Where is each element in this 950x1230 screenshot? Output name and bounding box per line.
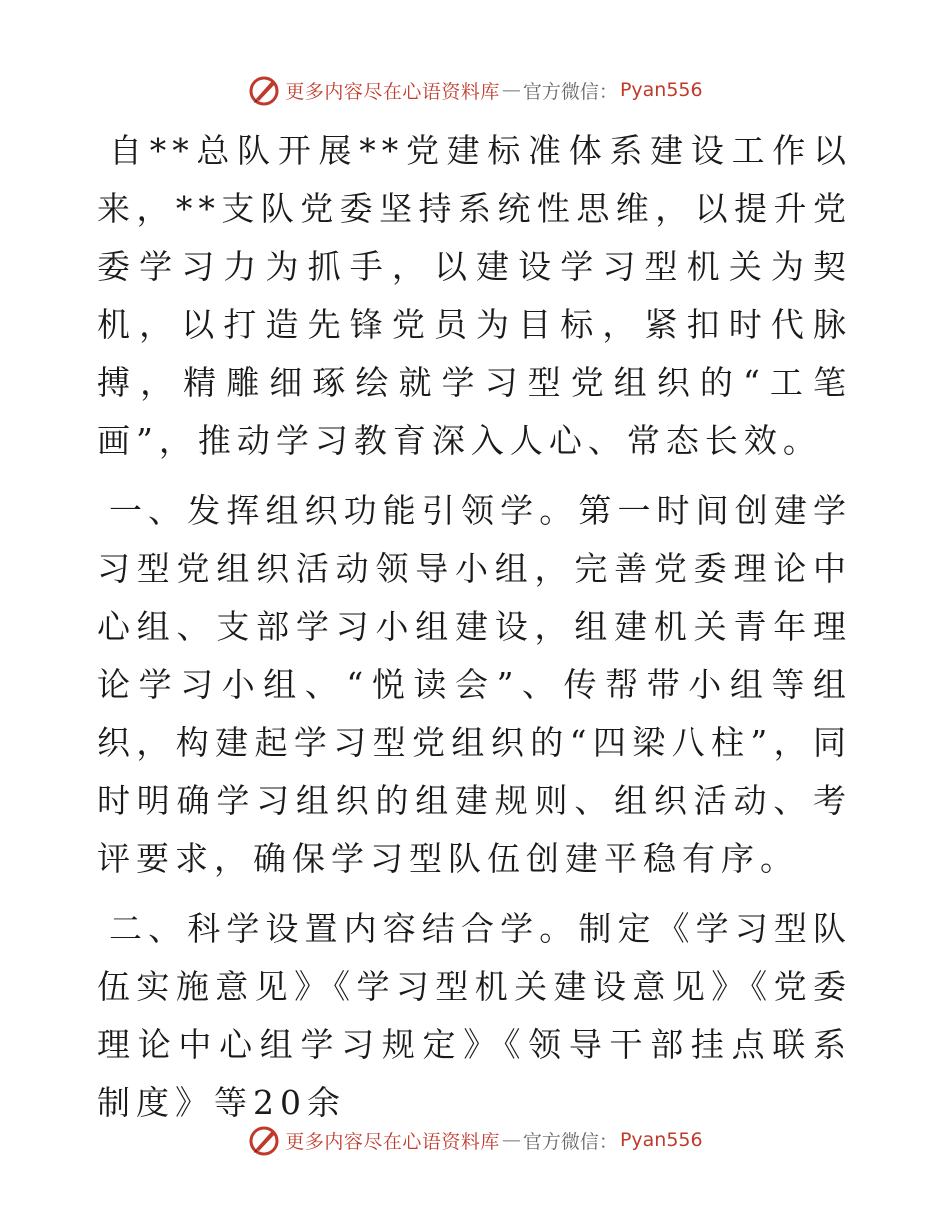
section-two-paragraph: 二、科学设置内容结合学。制定《学习型队伍实施意见》《学习型机关建设意见》《党委理论中心组学习规定》《领导干部挂点联系制度》等20余 (97, 909, 852, 1122)
header-dash: — (501, 79, 521, 101)
header-wechat-id: Pyan556 (619, 79, 703, 101)
header-wechat-label: 官方微信： (522, 80, 618, 103)
footer-banner (0, 1120, 950, 1160)
header-banner (0, 70, 950, 110)
footer-dash: — (501, 1129, 521, 1151)
footer-wechat-label: 官方微信： (522, 1130, 618, 1153)
document-body (97, 122, 852, 1144)
footer-wechat-id: Pyan556 (619, 1129, 703, 1151)
footer-site-name: 更多内容尽在心语资料库 (285, 1130, 500, 1153)
intro-paragraph: 自**总队开展**党建标准体系建设工作以来，**支队党委坚持系统性思维，以提升党委学习力为抓手，以建设学习型机关为契机，以打造先锋党员为目标，紧扣时代脉搏，精雕细琢绘就学习型党组织的“工笔画”，推动学习教育深入人心、常态长效。 (97, 131, 852, 460)
header-site-name: 更多内容尽在心语资料库 (285, 80, 500, 103)
section-one-paragraph: 一、发挥组织功能引领学。第一时间创建学习型党组织活动领导小组，完善党委理论中心组、支部学习小组建设，组建机关青年理论学习小组、“悦读会”、传帮带小组等组织，构建起学习型党组织的“四梁八柱”，同时明确学习组织的组建规则、组织活动、考评要求，确保学习型队伍创建平稳有序。 (97, 491, 852, 878)
quill-pen-logo-icon (247, 1123, 281, 1157)
quill-pen-logo-icon (247, 73, 281, 107)
